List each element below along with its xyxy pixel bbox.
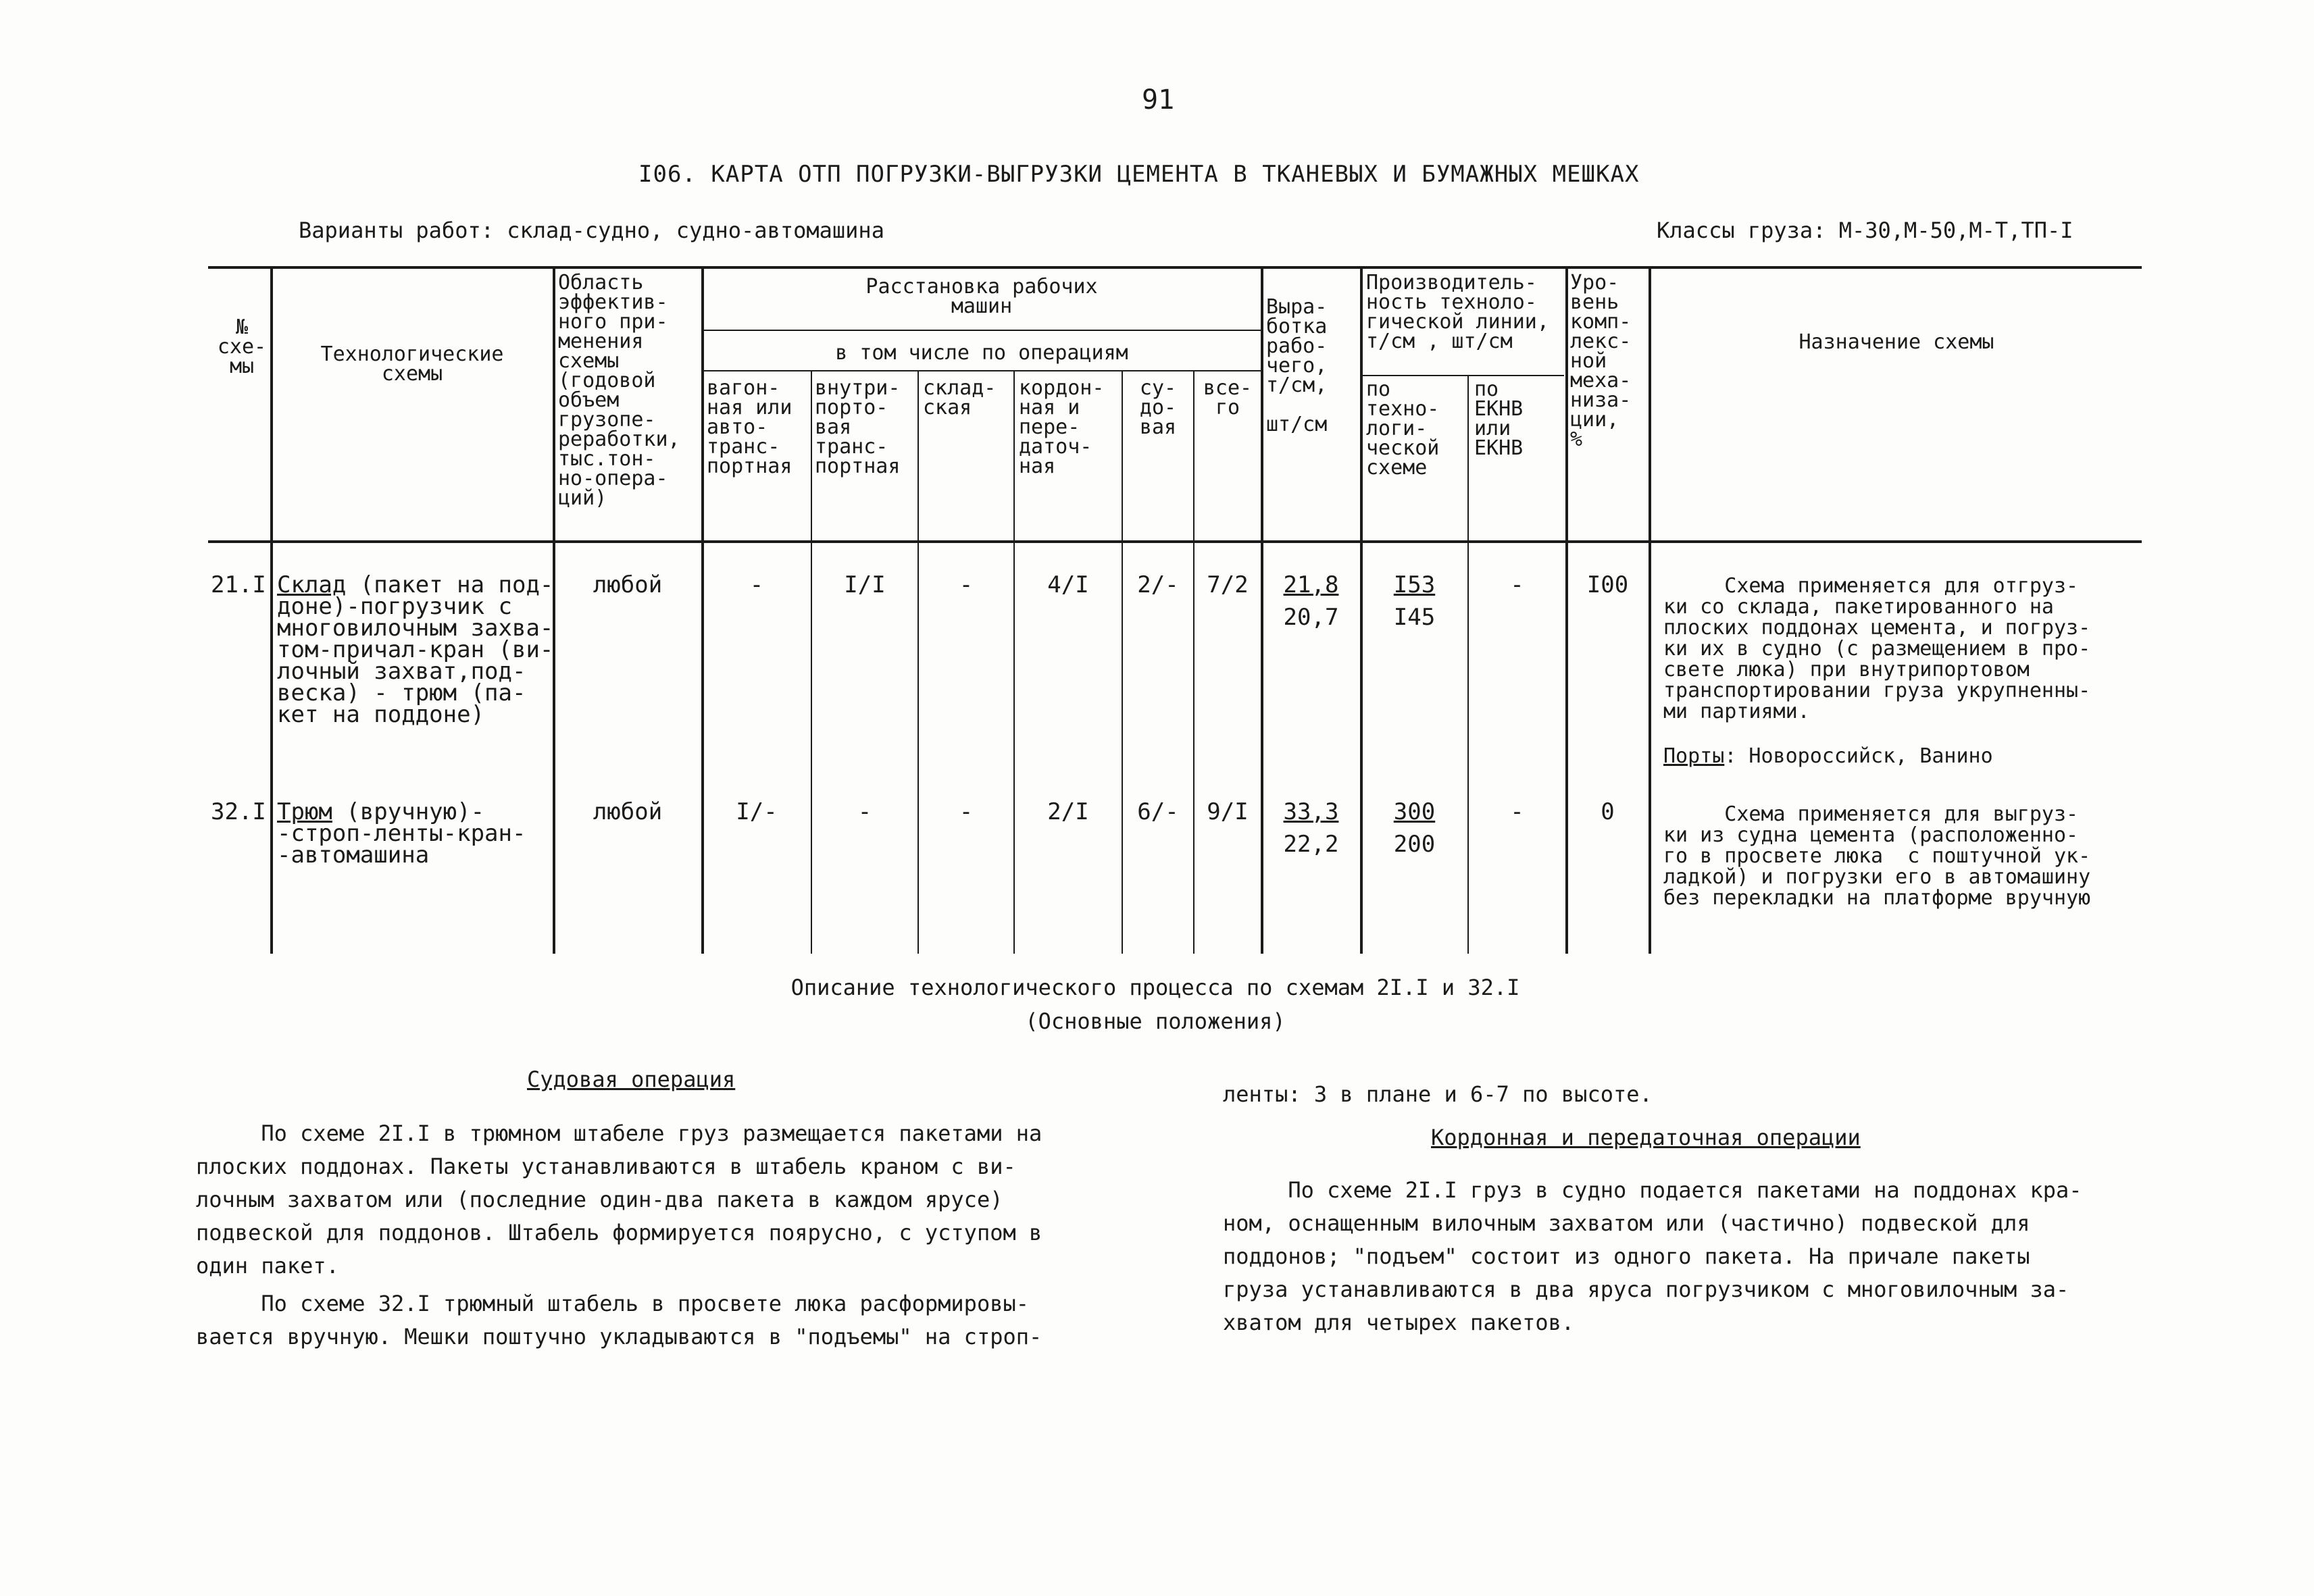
row-tech-scheme <box>277 571 554 728</box>
cargo-classes: Классы груза: М-30,М-50,М-Т,ТП-I <box>1657 217 2073 243</box>
header-area: Область эффектив- ного при- менения схемы (годовой объем грузопе- реработки, тыс.тон- но-опера- ций) <box>558 271 680 510</box>
row-output-t: 21,8 <box>1283 571 1339 598</box>
header-wagon: вагон- ная или авто- транс- портная <box>707 376 793 478</box>
description-title: Описание технологического процесса по схемам 2I.I и 32.I <box>790 975 1520 1000</box>
row-total: 9/I <box>1207 798 1249 825</box>
header-scheme-no: № схе- мы <box>217 315 267 378</box>
header-output: Выра- ботка рабо- чего, т/см, шт/см <box>1266 295 1328 436</box>
col-divider <box>1565 266 1568 954</box>
row-warehouse: - <box>959 798 974 825</box>
header-prod-ekhv: по ЕКНВ или ЕКНВ <box>1474 378 1524 460</box>
right-continuation: ленты: 3 в плане и 6-7 по высоте. <box>1223 1081 1653 1107</box>
col-divider <box>1649 266 1651 954</box>
row-prod-t: I53 <box>1393 571 1436 598</box>
row-ship: 6/- <box>1137 798 1179 825</box>
ports-list: : Новороссийск, Ванино <box>1724 744 1993 768</box>
row-purpose: Схема применяется для отгруз- ки со склада, пакетированного на плоских поддонах цемента, и погруз- ки их в судно (с размещением в про- свете люка) при внутрипортовом транспортировании груза укрупненны- ми партиями. <box>1663 574 2091 723</box>
row-purpose: Схема применяется для выгруз- ки из судна цемента (расположенно- го в просвете люка с поштучной ук- ладкой) и погрузки его в автомашину без перекладки на платформе вручную <box>1663 802 2091 910</box>
header-prod-scheme: по техно- логи- ческой схеме <box>1366 378 1440 480</box>
row-prod-t: 300 <box>1393 798 1436 825</box>
ports-label: Порты <box>1663 744 1725 768</box>
row-tech-scheme <box>277 798 526 869</box>
row-output-t: 33,3 <box>1283 798 1339 825</box>
scheme-start-link: Трюм <box>277 798 332 825</box>
row-prod-pcs: I45 <box>1393 604 1436 631</box>
row-ekhv: - <box>1510 798 1524 825</box>
col-divider <box>1193 370 1194 954</box>
row-mechanization: I00 <box>1586 571 1629 598</box>
row-wagon: I/- <box>736 798 778 825</box>
header-purpose: Назначение схемы <box>1799 330 1994 354</box>
header-warehouse: склад- ская <box>923 376 997 419</box>
row-ship: 2/- <box>1137 571 1179 598</box>
document-title: I06. КАРТА ОТП ПОГРУЗКИ-ВЫГРУЗКИ ЦЕМЕНТА В ТКАНЕВЫХ И БУМАЖНЫХ МЕШКАХ <box>638 161 1640 188</box>
row-wagon: - <box>749 571 764 598</box>
header-productivity: Производитель- ность техноло- гической линии, т/см , шт/см <box>1366 271 1549 353</box>
left-paragraph-2: По схеме 32.I трюмный штабель в просвете люка расформировы- вается вручную. Мешки поштучно укладываются в "подъемы" на строп- <box>196 1291 1042 1349</box>
work-variants: Варианты работ: склад-судно, судно-автомашина <box>299 217 884 243</box>
row-output-pcs: 22,2 <box>1283 831 1339 858</box>
left-paragraph-1: По схеме 2I.I в трюмном штабеле груз размещается пакетами на плоских поддонах. Пакеты устанавливаются в штабель краном с ви- лочным захватом или (последние один-два пакета в каждом ярусе) подвеской для поддонов. Штабель формируется поярусно, с уступом в один пакет. <box>196 1121 1042 1279</box>
header-cordon: кордон- ная и пере- даточ- ная <box>1019 376 1105 478</box>
row-warehouse: - <box>959 571 974 598</box>
col-divider <box>1013 370 1015 954</box>
row-cordon: 4/I <box>1047 571 1089 598</box>
header-ship: су- до- вая <box>1139 376 1177 439</box>
scheme-description: (вручную)- -строп-ленты-кран- -автомашина <box>277 798 526 869</box>
header-intraport: внутри- порто- вая транс- портная <box>815 376 901 478</box>
col-divider <box>270 266 273 954</box>
col-divider <box>1122 370 1123 954</box>
row-ekhv: - <box>1510 571 1524 598</box>
row-intraport: - <box>857 798 872 825</box>
header-tech-schemes: Технологические схемы <box>320 342 504 386</box>
row-ports <box>1663 746 1993 767</box>
row-total: 7/2 <box>1207 571 1249 598</box>
operations-divider <box>703 370 1261 371</box>
page-number: 91 <box>1142 84 1175 115</box>
header-bottom-border <box>208 540 2142 543</box>
ship-operation-heading: Судовая операция <box>527 1066 736 1092</box>
placement-divider <box>703 330 1261 331</box>
col-divider <box>1467 375 1469 954</box>
col-divider <box>701 266 704 954</box>
col-divider <box>917 370 919 954</box>
right-paragraph-1: По схеме 2I.I груз в судно подается пакетами на поддонах кра- ном, оснащенным вилочным захватом или (частично) подвеской для поддонов; "подъем" состоит из одного пакета. На причале пакеты груза устанавливаются в два яруса погрузчиком с многовилочным за- хватом для четырех пакетов. <box>1223 1177 2082 1335</box>
header-mechanization: Уро- вень комп- лекс- ной меха- низа- ции, % <box>1570 271 1632 451</box>
row-area: любой <box>593 798 663 825</box>
productivity-divider <box>1361 375 1564 376</box>
row-cordon: 2/I <box>1047 798 1089 825</box>
col-divider <box>811 370 812 954</box>
header-total: все- го <box>1203 376 1253 419</box>
row-prod-pcs: 200 <box>1393 831 1436 858</box>
cordon-operation-heading: Кордонная и передаточная операции <box>1431 1125 1861 1150</box>
row-area: любой <box>593 571 663 598</box>
scheme-description: (пакет на под- доне)-погрузчик с многовилочным захва- том-причал-кран (ви- лочный захват,под- веска) - трюм (па- кет на поддоне) <box>277 571 554 728</box>
description-subtitle: (Основные положения) <box>1025 1008 1286 1034</box>
table-top-border <box>208 266 2142 269</box>
row-scheme-no: 21.I <box>211 571 266 598</box>
header-by-operations: в том числе по операциям <box>835 341 1128 365</box>
row-output-pcs: 20,7 <box>1283 604 1339 631</box>
row-intraport: I/I <box>844 571 886 598</box>
header-placement: Расстановка рабочих машин <box>865 275 1098 318</box>
row-scheme-no: 32.I <box>211 798 266 825</box>
row-mechanization: 0 <box>1601 798 1615 825</box>
scheme-start-link: Склад <box>277 571 347 598</box>
